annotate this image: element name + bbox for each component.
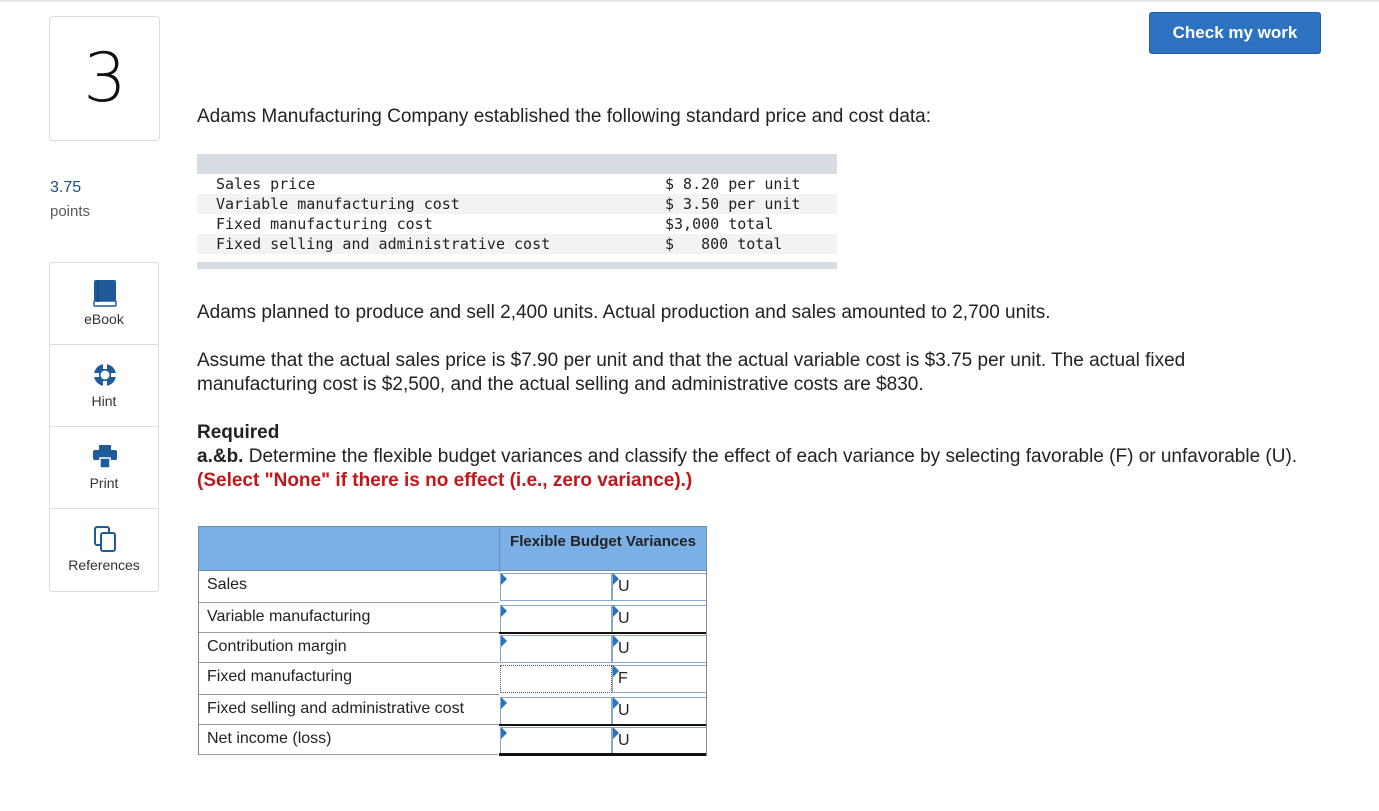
planned-text: Adams planned to produce and sell 2,400 units. Actual production and sales amounted to 2,700 units.	[197, 302, 1051, 323]
total-rule	[499, 753, 706, 756]
standard-label: Fixed manufacturing cost	[216, 215, 433, 233]
points-label: points	[50, 203, 91, 220]
variable-manufacturing-effect-select[interactable]	[612, 605, 707, 633]
ebook-label: eBook	[84, 311, 124, 327]
standard-value: $ 800 total	[665, 235, 783, 253]
effect-value: F	[618, 670, 628, 687]
tools-panel	[49, 262, 159, 592]
effect-value: U	[618, 702, 630, 719]
ebook-button[interactable]	[50, 263, 158, 345]
row-label: Net income (loss)	[207, 730, 332, 747]
points-value: 3.75	[50, 179, 82, 196]
effect-value: U	[618, 640, 630, 657]
variance-header	[198, 526, 707, 571]
net-income-variance-input[interactable]	[500, 727, 612, 755]
contribution-margin-effect-select[interactable]	[612, 635, 707, 663]
table-row	[198, 571, 707, 603]
table-row	[197, 234, 837, 254]
standard-label: Fixed selling and administrative cost	[216, 235, 551, 253]
copy-icon	[92, 525, 118, 553]
table-top-bar	[197, 154, 837, 174]
hint-button[interactable]	[50, 345, 158, 427]
question-number: 3	[83, 39, 126, 118]
variable-manufacturing-variance-input[interactable]	[500, 605, 612, 633]
fixed-selling-admin-variance-input[interactable]	[500, 697, 612, 725]
row-label: Variable manufacturing	[207, 608, 371, 625]
table-row	[198, 725, 707, 755]
sales-variance-input[interactable]	[500, 573, 612, 601]
hint-label: Hint	[91, 393, 117, 409]
standard-label: Variable manufacturing cost	[216, 195, 460, 213]
fixed-selling-admin-effect-select[interactable]	[612, 697, 707, 725]
fixed-manufacturing-variance-input[interactable]	[500, 665, 612, 693]
table-bottom-bar	[197, 262, 837, 269]
variance-table	[198, 526, 707, 756]
effect-value: U	[618, 610, 630, 627]
required-text: Determine the flexible budget variances and classify the effect of each variance by selecting favorable (F) or unfavorable (U).	[243, 446, 1298, 467]
lifebuoy-icon	[92, 361, 118, 389]
table-row	[198, 695, 707, 725]
print-button[interactable]	[50, 427, 158, 509]
assume-text: Assume that the actual sales price is $7.90 per unit and that the actual variable cost is $3.75 per unit. The actual fixed manufacturing cost is $2,500, and the actual selling and administrative costs are $830.	[197, 350, 1186, 395]
required-note: (Select "None" if there is no effect (i.e., zero variance).)	[197, 470, 693, 491]
row-label: Sales	[207, 576, 248, 593]
printer-icon	[92, 443, 118, 471]
standard-value: $ 8.20 per unit	[665, 175, 801, 193]
row-label: Contribution margin	[207, 638, 347, 655]
table-row	[197, 174, 837, 194]
standard-value: $ 3.50 per unit	[665, 195, 801, 213]
check-my-work-button[interactable]: Check my work	[1149, 12, 1321, 54]
question-number-card	[49, 16, 160, 141]
print-label: Print	[89, 475, 119, 491]
table-row	[197, 214, 837, 234]
row-label: Fixed selling and administrative cost	[207, 700, 465, 717]
table-row	[198, 603, 707, 633]
references-button[interactable]	[50, 509, 158, 591]
table-row	[198, 663, 707, 695]
standard-value: $3,000 total	[665, 215, 774, 233]
table-row	[197, 194, 837, 214]
table-bottom-border	[198, 754, 498, 755]
effect-value: U	[618, 578, 630, 595]
required-part: a.&b.	[197, 446, 244, 467]
net-income-effect-select[interactable]	[612, 727, 707, 755]
fixed-manufacturing-effect-select[interactable]	[612, 665, 707, 693]
sales-effect-select[interactable]	[612, 573, 707, 601]
variance-column-header: Flexible Budget Variances	[510, 533, 696, 550]
contribution-margin-variance-input[interactable]	[500, 635, 612, 663]
top-rule	[0, 0, 1379, 2]
table-row	[198, 633, 707, 663]
required-title: Required	[197, 422, 280, 443]
references-label: References	[68, 557, 140, 573]
table-right-border	[706, 526, 707, 756]
effect-value: U	[618, 732, 630, 749]
intro-text: Adams Manufacturing Company established the following standard price and cost data:	[197, 106, 932, 127]
standard-label: Sales price	[216, 175, 316, 193]
standard-cost-table	[197, 154, 837, 270]
row-label: Fixed manufacturing	[207, 668, 352, 685]
required-instructions	[197, 445, 1307, 493]
book-icon	[92, 279, 118, 307]
